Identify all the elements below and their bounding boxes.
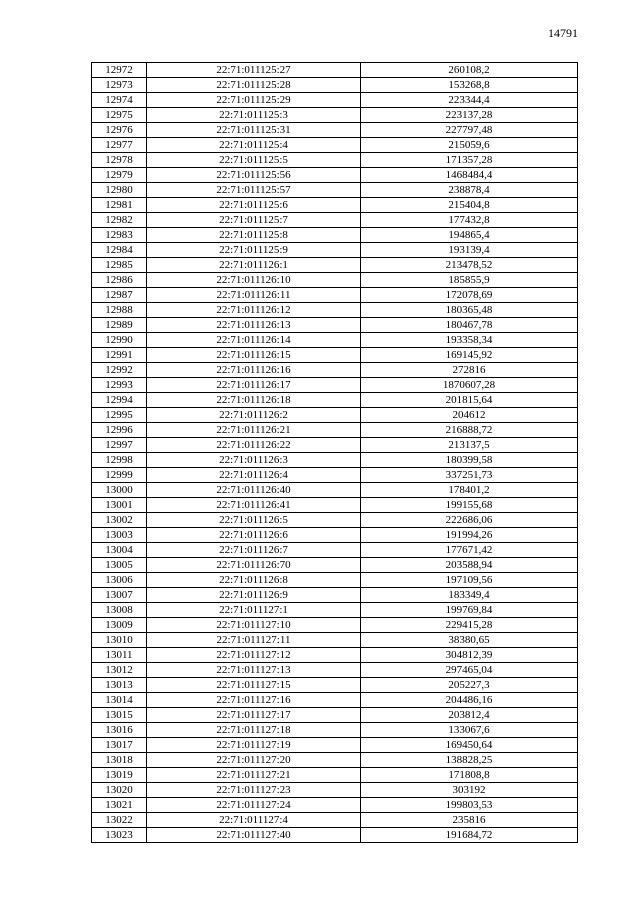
table-row	[92, 123, 578, 138]
row-number-cell: 13022	[92, 813, 147, 828]
cadastral-number-cell: 22:71:011126:18	[147, 393, 361, 408]
value-cell: 304812,39	[361, 648, 578, 663]
cadastral-number-cell: 22:71:011126:17	[147, 378, 361, 393]
value-cell: 193139,4	[361, 243, 578, 258]
cadastral-number-cell: 22:71:011126:16	[147, 363, 361, 378]
value-cell: 153268,8	[361, 78, 578, 93]
cadastral-number-cell: 22:71:011125:8	[147, 228, 361, 243]
cadastral-number-cell: 22:71:011126:22	[147, 438, 361, 453]
value-cell: 178401,2	[361, 483, 578, 498]
table-row	[92, 648, 578, 663]
cadastral-number-cell: 22:71:011127:16	[147, 693, 361, 708]
table-row	[92, 363, 578, 378]
cadastral-number-cell: 22:71:011126:40	[147, 483, 361, 498]
table-row	[92, 768, 578, 783]
cadastral-table	[91, 62, 578, 843]
table-row	[92, 318, 578, 333]
cadastral-number-cell: 22:71:011127:40	[147, 828, 361, 843]
table-row	[92, 198, 578, 213]
table-row	[92, 513, 578, 528]
value-cell: 215059,6	[361, 138, 578, 153]
value-cell: 229415,28	[361, 618, 578, 633]
row-number-cell: 12992	[92, 363, 147, 378]
row-number-cell: 12993	[92, 378, 147, 393]
cadastral-number-cell: 22:71:011126:41	[147, 498, 361, 513]
table-row	[92, 528, 578, 543]
cadastral-number-cell: 22:71:011127:20	[147, 753, 361, 768]
value-cell: 183349,4	[361, 588, 578, 603]
cadastral-number-cell: 22:71:011126:21	[147, 423, 361, 438]
row-number-cell: 12981	[92, 198, 147, 213]
row-number-cell: 12999	[92, 468, 147, 483]
table-row	[92, 573, 578, 588]
row-number-cell: 12985	[92, 258, 147, 273]
table-row	[92, 678, 578, 693]
cadastral-number-cell: 22:71:011127:19	[147, 738, 361, 753]
table-row	[92, 468, 578, 483]
value-cell: 169145,92	[361, 348, 578, 363]
row-number-cell: 13003	[92, 528, 147, 543]
cadastral-number-cell: 22:71:011125:7	[147, 213, 361, 228]
value-cell: 205227,3	[361, 678, 578, 693]
value-cell: 177671,42	[361, 543, 578, 558]
cadastral-number-cell: 22:71:011127:4	[147, 813, 361, 828]
row-number-cell: 12984	[92, 243, 147, 258]
cadastral-number-cell: 22:71:011126:13	[147, 318, 361, 333]
row-number-cell: 12988	[92, 303, 147, 318]
cadastral-number-cell: 22:71:011127:23	[147, 783, 361, 798]
row-number-cell: 13005	[92, 558, 147, 573]
value-cell: 172078,69	[361, 288, 578, 303]
row-number-cell: 13021	[92, 798, 147, 813]
cadastral-number-cell: 22:71:011125:5	[147, 153, 361, 168]
value-cell: 138828,25	[361, 753, 578, 768]
row-number-cell: 12973	[92, 78, 147, 93]
table-row	[92, 273, 578, 288]
table-row	[92, 738, 578, 753]
value-cell: 199155,68	[361, 498, 578, 513]
value-cell: 203588,94	[361, 558, 578, 573]
row-number-cell: 12982	[92, 213, 147, 228]
value-cell: 215404,8	[361, 198, 578, 213]
table-row	[92, 78, 578, 93]
row-number-cell: 12986	[92, 273, 147, 288]
value-cell: 177432,8	[361, 213, 578, 228]
row-number-cell: 13001	[92, 498, 147, 513]
value-cell: 204486,16	[361, 693, 578, 708]
cadastral-number-cell: 22:71:011125:31	[147, 123, 361, 138]
cadastral-number-cell: 22:71:011126:8	[147, 573, 361, 588]
value-cell: 337251,73	[361, 468, 578, 483]
row-number-cell: 12998	[92, 453, 147, 468]
cadastral-number-cell: 22:71:011127:1	[147, 603, 361, 618]
row-number-cell: 12989	[92, 318, 147, 333]
value-cell: 223344,4	[361, 93, 578, 108]
table-row	[92, 138, 578, 153]
row-number-cell: 12983	[92, 228, 147, 243]
table-row	[92, 168, 578, 183]
value-cell: 197109,56	[361, 573, 578, 588]
value-cell: 171357,28	[361, 153, 578, 168]
row-number-cell: 13018	[92, 753, 147, 768]
table-row	[92, 693, 578, 708]
value-cell: 199803,53	[361, 798, 578, 813]
cadastral-number-cell: 22:71:011127:13	[147, 663, 361, 678]
row-number-cell: 13002	[92, 513, 147, 528]
table-row	[92, 348, 578, 363]
table-row	[92, 828, 578, 843]
cadastral-number-cell: 22:71:011126:4	[147, 468, 361, 483]
row-number-cell: 13012	[92, 663, 147, 678]
row-number-cell: 12987	[92, 288, 147, 303]
cadastral-number-cell: 22:71:011126:9	[147, 588, 361, 603]
cadastral-number-cell: 22:71:011127:21	[147, 768, 361, 783]
table-row	[92, 243, 578, 258]
cadastral-number-cell: 22:71:011126:2	[147, 408, 361, 423]
cadastral-number-cell: 22:71:011126:1	[147, 258, 361, 273]
value-cell: 216888,72	[361, 423, 578, 438]
value-cell: 1468484,4	[361, 168, 578, 183]
cadastral-number-cell: 22:71:011126:70	[147, 558, 361, 573]
table-row	[92, 153, 578, 168]
row-number-cell: 12995	[92, 408, 147, 423]
table-row	[92, 618, 578, 633]
cadastral-number-cell: 22:71:011126:5	[147, 513, 361, 528]
value-cell: 222686,06	[361, 513, 578, 528]
cadastral-number-cell: 22:71:011125:27	[147, 63, 361, 78]
value-cell: 223137,28	[361, 108, 578, 123]
row-number-cell: 13015	[92, 708, 147, 723]
value-cell: 185855,9	[361, 273, 578, 288]
table-row	[92, 213, 578, 228]
table-row	[92, 423, 578, 438]
table-row	[92, 483, 578, 498]
row-number-cell: 13010	[92, 633, 147, 648]
cadastral-number-cell: 22:71:011127:12	[147, 648, 361, 663]
value-cell: 194865,4	[361, 228, 578, 243]
cadastral-number-cell: 22:71:011126:7	[147, 543, 361, 558]
cadastral-number-cell: 22:71:011127:15	[147, 678, 361, 693]
cadastral-number-cell: 22:71:011127:17	[147, 708, 361, 723]
value-cell: 133067,6	[361, 723, 578, 738]
value-cell: 38380,65	[361, 633, 578, 648]
cadastral-number-cell: 22:71:011126:15	[147, 348, 361, 363]
table-row	[92, 438, 578, 453]
cadastral-number-cell: 22:71:011125:56	[147, 168, 361, 183]
row-number-cell: 12972	[92, 63, 147, 78]
value-cell: 303192	[361, 783, 578, 798]
value-cell: 180467,78	[361, 318, 578, 333]
table-row	[92, 288, 578, 303]
value-cell: 203812,4	[361, 708, 578, 723]
value-cell: 199769,84	[361, 603, 578, 618]
cadastral-number-cell: 22:71:011127:18	[147, 723, 361, 738]
row-number-cell: 12980	[92, 183, 147, 198]
value-cell: 204612	[361, 408, 578, 423]
value-cell: 227797,48	[361, 123, 578, 138]
cadastral-number-cell: 22:71:011127:24	[147, 798, 361, 813]
row-number-cell: 13000	[92, 483, 147, 498]
row-number-cell: 12975	[92, 108, 147, 123]
value-cell: 171808,8	[361, 768, 578, 783]
table-body	[92, 63, 578, 843]
row-number-cell: 13004	[92, 543, 147, 558]
row-number-cell: 13016	[92, 723, 147, 738]
table-row	[92, 633, 578, 648]
row-number-cell: 13011	[92, 648, 147, 663]
cadastral-number-cell: 22:71:011126:12	[147, 303, 361, 318]
page-number: 14791	[548, 26, 578, 40]
cadastral-number-cell: 22:71:011127:11	[147, 633, 361, 648]
row-number-cell: 12996	[92, 423, 147, 438]
row-number-cell: 12977	[92, 138, 147, 153]
cadastral-number-cell: 22:71:011127:10	[147, 618, 361, 633]
value-cell: 272816	[361, 363, 578, 378]
table-row	[92, 93, 578, 108]
cadastral-number-cell: 22:71:011125:9	[147, 243, 361, 258]
table-row	[92, 603, 578, 618]
table-row	[92, 108, 578, 123]
value-cell: 180365,48	[361, 303, 578, 318]
cadastral-number-cell: 22:71:011125:28	[147, 78, 361, 93]
value-cell: 169450,64	[361, 738, 578, 753]
cadastral-number-cell: 22:71:011126:6	[147, 528, 361, 543]
value-cell: 1870607,28	[361, 378, 578, 393]
table-row	[92, 258, 578, 273]
value-cell: 201815,64	[361, 393, 578, 408]
row-number-cell: 13007	[92, 588, 147, 603]
table-row	[92, 663, 578, 678]
table-row	[92, 723, 578, 738]
cadastral-number-cell: 22:71:011125:3	[147, 108, 361, 123]
value-cell: 193358,34	[361, 333, 578, 348]
value-cell: 213137,5	[361, 438, 578, 453]
cadastral-number-cell: 22:71:011125:57	[147, 183, 361, 198]
table-row	[92, 783, 578, 798]
table-row	[92, 558, 578, 573]
row-number-cell: 12994	[92, 393, 147, 408]
table-row	[92, 753, 578, 768]
cadastral-number-cell: 22:71:011126:3	[147, 453, 361, 468]
cadastral-number-cell: 22:71:011125:4	[147, 138, 361, 153]
row-number-cell: 12978	[92, 153, 147, 168]
value-cell: 260108,2	[361, 63, 578, 78]
table-row	[92, 708, 578, 723]
value-cell: 238878,4	[361, 183, 578, 198]
table-row	[92, 798, 578, 813]
value-cell: 191684,72	[361, 828, 578, 843]
table-row	[92, 393, 578, 408]
table-row	[92, 453, 578, 468]
value-cell: 191994,26	[361, 528, 578, 543]
row-number-cell: 12991	[92, 348, 147, 363]
table-row	[92, 333, 578, 348]
row-number-cell: 12979	[92, 168, 147, 183]
table-row	[92, 183, 578, 198]
row-number-cell: 13013	[92, 678, 147, 693]
table-row	[92, 813, 578, 828]
table-row	[92, 378, 578, 393]
cadastral-number-cell: 22:71:011126:14	[147, 333, 361, 348]
value-cell: 235816	[361, 813, 578, 828]
row-number-cell: 13008	[92, 603, 147, 618]
cadastral-number-cell: 22:71:011125:6	[147, 198, 361, 213]
cadastral-number-cell: 22:71:011125:29	[147, 93, 361, 108]
row-number-cell: 12976	[92, 123, 147, 138]
value-cell: 297465,04	[361, 663, 578, 678]
value-cell: 180399,58	[361, 453, 578, 468]
row-number-cell: 13006	[92, 573, 147, 588]
cadastral-number-cell: 22:71:011126:11	[147, 288, 361, 303]
row-number-cell: 13023	[92, 828, 147, 843]
row-number-cell: 12997	[92, 438, 147, 453]
table-row	[92, 498, 578, 513]
table-row	[92, 303, 578, 318]
row-number-cell: 13017	[92, 738, 147, 753]
table-row	[92, 228, 578, 243]
row-number-cell: 12974	[92, 93, 147, 108]
table-row	[92, 408, 578, 423]
row-number-cell: 12990	[92, 333, 147, 348]
row-number-cell: 13019	[92, 768, 147, 783]
table-row	[92, 63, 578, 78]
row-number-cell: 13014	[92, 693, 147, 708]
row-number-cell: 13020	[92, 783, 147, 798]
table-row	[92, 543, 578, 558]
cadastral-number-cell: 22:71:011126:10	[147, 273, 361, 288]
table-row	[92, 588, 578, 603]
value-cell: 213478,52	[361, 258, 578, 273]
row-number-cell: 13009	[92, 618, 147, 633]
